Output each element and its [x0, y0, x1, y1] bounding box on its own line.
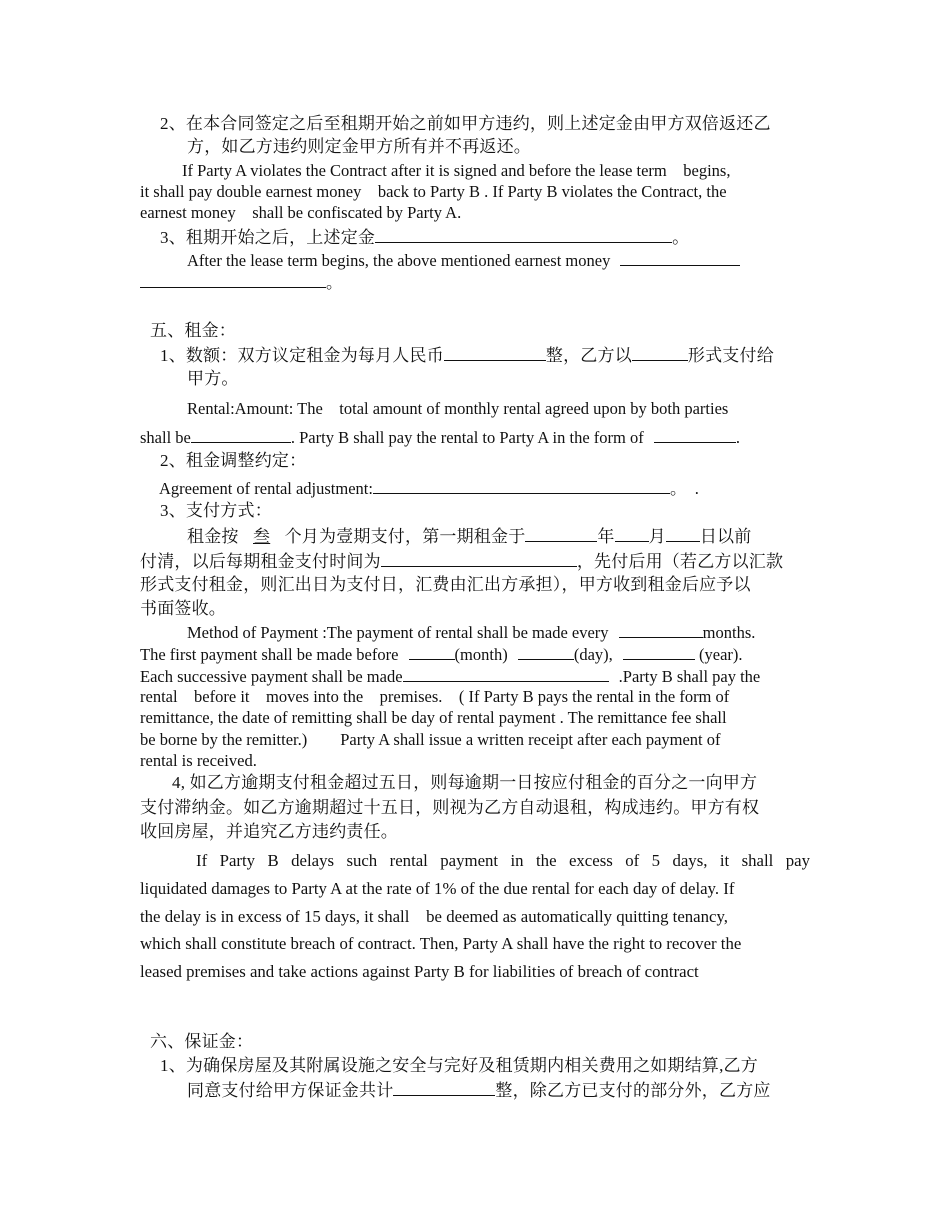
pay-zh-a: 租金按 — [187, 527, 239, 546]
pay-en-line-6: be borne by the remitter.) Party A shall issue a written receipt after each payment of — [140, 730, 721, 749]
pay-en-line-3 — [140, 665, 760, 688]
pay-en-line-7: rental is received. — [140, 751, 257, 770]
first-pay-day-en-blank[interactable] — [518, 643, 574, 660]
pay-zh-line2-b: ，先付后用（若乙方以汇款 — [576, 552, 784, 571]
deposit-zh-line-1: 1、为确保房屋及其附属设施之安全与完好及租赁期内相关费用之如期结算,乙方 — [160, 1056, 758, 1075]
pay-en-line2-a: The first payment shall be made before — [140, 645, 399, 664]
rent-1-en-b: . Party B shall pay the rental to Party A in the form of — [290, 428, 644, 447]
pay-en-line1-b: months. — [702, 623, 756, 642]
late-en-line-3: the delay is in excess of 15 days, it shall be deemed as automatically quitting tenancy, — [140, 907, 728, 926]
first-pay-month-en-blank[interactable] — [409, 643, 455, 660]
pay-zh-line-3: 形式支付租金，则汇出日为支付日，汇费由汇出方承担），甲方收到租金后应予以 — [140, 575, 751, 594]
clause-3-zh — [160, 226, 689, 249]
rent-1-zh-a: 1、数额：双方议定租金为每月人民币 — [160, 346, 444, 365]
rent-1-en-a: shall be — [140, 428, 191, 447]
pay-en-line3-a: Each successive payment shall be made — [140, 667, 403, 686]
monthly-rent-blank[interactable] — [444, 344, 546, 361]
pay-schedule-blank[interactable] — [381, 550, 577, 567]
clause-3-en-text: After the lease term begins, the above mentioned earnest money — [187, 251, 611, 270]
rent-1-zh-c: 形式支付给 — [687, 346, 774, 365]
earnest-money-en-blank-1[interactable] — [620, 249, 740, 266]
pay-zh-line2-a: 付清，以后每期租金支付时间为 — [140, 552, 381, 571]
deposit-zh-line2-a: 同意支付给甲方保证金共计 — [187, 1081, 394, 1100]
pay-en-line2-d: (year). — [699, 645, 743, 664]
rent-2-en — [159, 477, 699, 500]
pay-zh-line-2 — [140, 550, 783, 573]
pay-zh-line-1 — [187, 525, 751, 548]
clause-3-en-end: 。 — [326, 273, 343, 292]
pay-zh-b: 个月为壹期支付，第一期租金于 — [284, 527, 526, 546]
earnest-money-blank[interactable] — [375, 226, 672, 243]
late-en-line-1: If Party B delays such rental payment in the excess of 5 days, it shall pay — [196, 851, 810, 870]
pay-en-line2-c: (day), — [573, 645, 613, 664]
late-zh-line-2: 支付滞纳金。如乙方逾期超过十五日，则视为乙方自动退租，构成违约。甲方有权 — [140, 798, 760, 817]
successive-pay-blank[interactable] — [403, 665, 609, 682]
rent-2-en-end: 。 . — [669, 479, 699, 498]
rent-amount-en-blank[interactable] — [191, 426, 291, 443]
section-5-heading: 五、租金： — [150, 321, 236, 340]
late-en-line-4: which shall constitute breach of contract. Then, Party A shall have the right to recover the — [140, 934, 742, 953]
clause-3-zh-text: 3、租期开始之后，上述定金 — [160, 228, 376, 247]
pay-en-line-1 — [187, 621, 755, 644]
clause-2-en-line-3: earnest money shall be confiscated by Party A. — [140, 203, 462, 222]
deposit-zh-line-2 — [187, 1079, 771, 1102]
late-zh-line-1: 4, 如乙方逾期支付租金超过五日，则每逾期一日按应付租金的百分之一向甲方 — [172, 773, 758, 792]
payment-form-blank[interactable] — [632, 344, 688, 361]
pay-every-months-blank[interactable] — [619, 621, 703, 638]
rent-1-zh-b: 整，乙方以 — [545, 346, 632, 365]
pay-en-line2-b: (month) — [454, 645, 508, 664]
deposit-zh-line2-b: 整，除乙方已支付的部分外，乙方应 — [495, 1081, 771, 1100]
rent-1-en-c: . — [735, 428, 740, 447]
late-zh-line-3: 收回房屋，并追究乙方违约责任。 — [140, 822, 398, 841]
clause-2-zh-line-1: 2、在本合同签定之后至租期开始之前如甲方违约，则上述定金由甲方双倍返还乙 — [160, 114, 771, 133]
late-en-line-5: leased premises and take actions against Party B for liabilities of breach of contract — [140, 962, 699, 981]
earnest-money-en-blank-2[interactable] — [140, 271, 326, 288]
rent-2-zh: 2、租金调整约定： — [160, 451, 307, 470]
late-en-line-2: liquidated damages to Party A at the rate of 1% of the due rental for each day of delay. If — [140, 879, 735, 898]
clause-3-en — [187, 249, 740, 272]
pay-zh-month: 月 — [648, 527, 666, 546]
rent-adjustment-blank[interactable] — [373, 477, 670, 494]
first-pay-year-blank[interactable] — [525, 525, 597, 542]
clause-3-zh-end: 。 — [672, 228, 690, 247]
rent-1-en-line-2 — [140, 426, 740, 449]
pay-months-value[interactable]: 叁 — [253, 527, 271, 546]
pay-zh-day: 日以前 — [699, 527, 752, 546]
clause-2-zh-line-2: 方，如乙方违约则定金甲方所有并不再返还。 — [187, 137, 531, 156]
pay-en-line-5: remittance, the date of remitting shall be day of rental payment . The remittance fee shall — [140, 708, 727, 727]
pay-zh-year: 年 — [597, 527, 615, 546]
rent-1-zh-line-2: 甲方。 — [187, 369, 239, 388]
pay-en-line-4: rental before it moves into the premises. ( If Party B pays the rental in the form of — [140, 687, 730, 706]
rent-2-en-text: Agreement of rental adjustment: — [159, 479, 373, 498]
first-pay-day-blank[interactable] — [666, 525, 700, 542]
first-pay-year-en-blank[interactable] — [623, 643, 695, 660]
rent-form-en-blank[interactable] — [654, 426, 736, 443]
deposit-amount-blank[interactable] — [393, 1079, 495, 1096]
rent-1-en-line-1: Rental:Amount: The total amount of monthly rental agreed upon by both parties — [187, 399, 729, 418]
pay-en-line-2 — [140, 643, 743, 666]
rent-3-zh: 3、支付方式： — [160, 501, 272, 520]
clause-2-en-line-1: If Party A violates the Contract after it is signed and before the lease term begins, — [182, 161, 731, 180]
pay-zh-line-4: 书面签收。 — [140, 599, 226, 618]
pay-en-line1-a: Method of Payment :The payment of rental shall be made every — [187, 623, 609, 642]
section-6-heading: 六、保证金： — [150, 1032, 254, 1051]
rent-1-zh — [160, 344, 774, 367]
first-pay-month-blank[interactable] — [615, 525, 649, 542]
clause-3-en-cont — [140, 271, 343, 294]
pay-en-line3-b: .Party B shall pay the — [618, 667, 761, 686]
clause-2-en-line-2: it shall pay double earnest money back to Party B . If Party B violates the Contract, the — [140, 182, 727, 201]
